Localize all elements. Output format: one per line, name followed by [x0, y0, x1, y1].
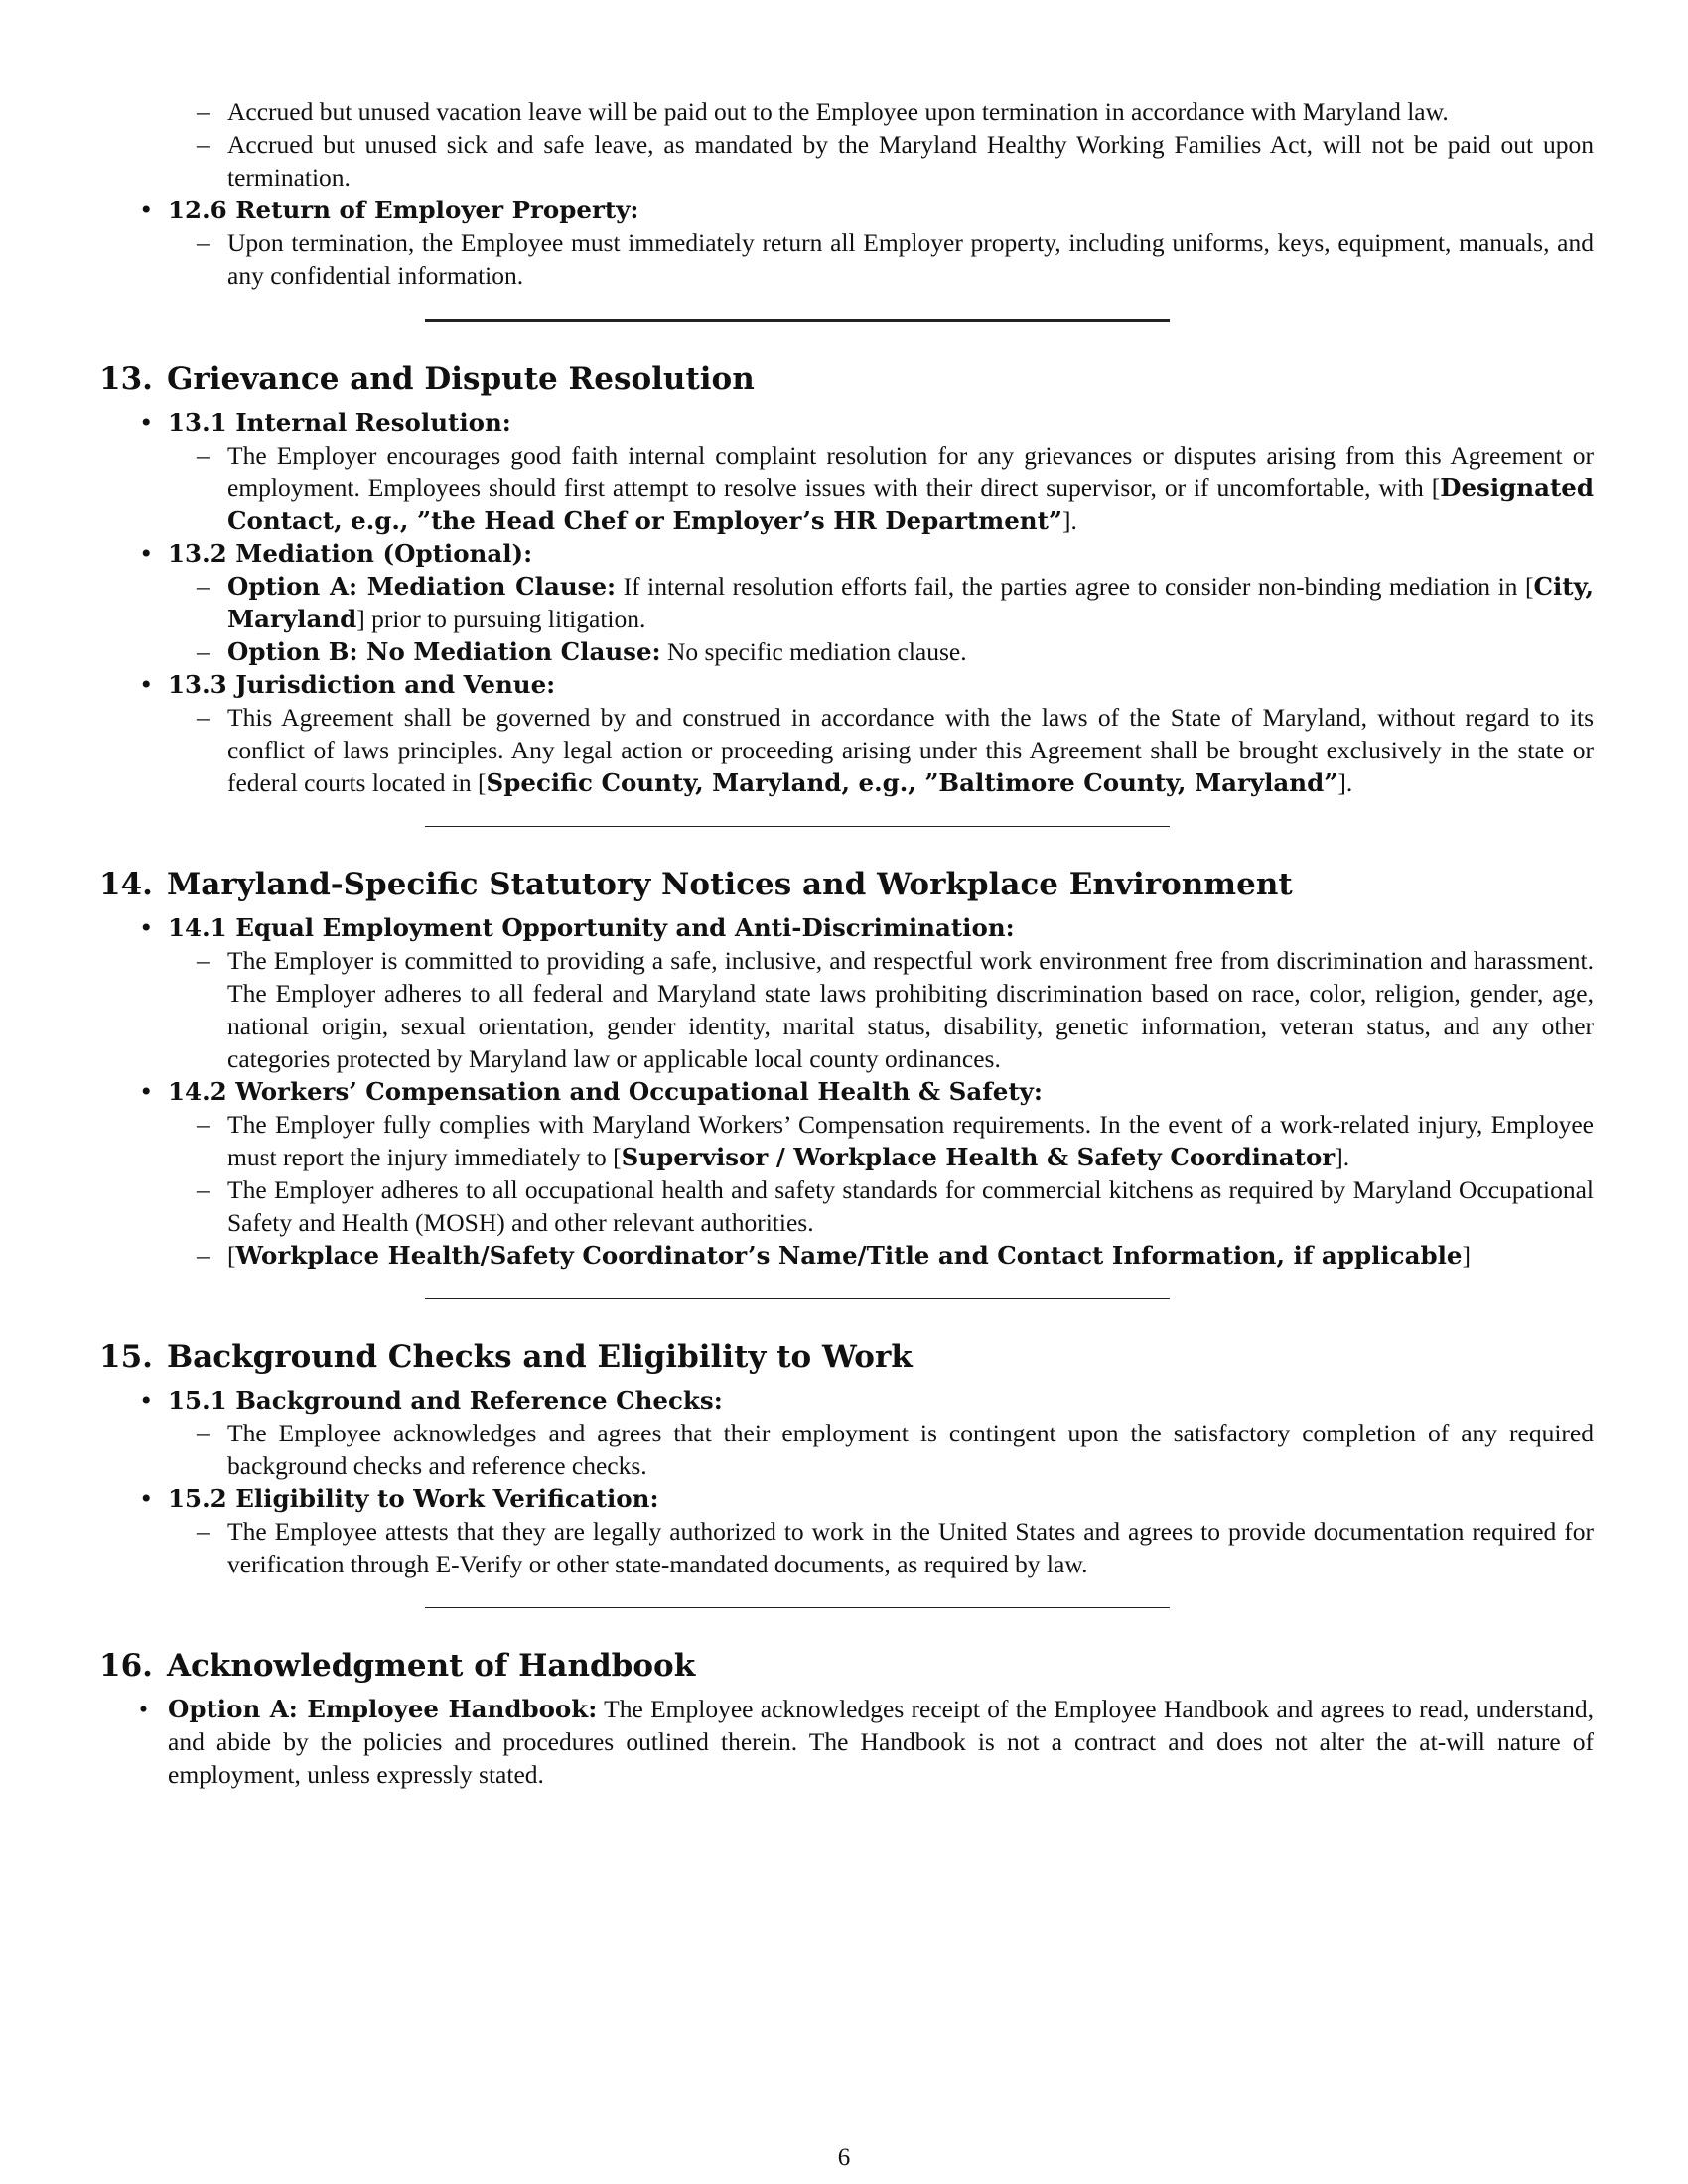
list-item: – Accrued but unused sick and safe leave, as mandated by the Maryland Healthy Working Families Act, will not be paid out upon termination.: [197, 130, 1594, 192]
section-heading-16: 16. Acknowledgment of Handbook: [99, 1648, 696, 1684]
subsection-heading: • 13.3 Jurisdiction and Venue:: [139, 670, 556, 699]
section-heading-15: 15. Background Checks and Eligibility to Work: [99, 1339, 913, 1375]
section-divider: [425, 826, 1170, 827]
subsection-heading: • 15.2 Eligibility to Work Verification:: [139, 1484, 659, 1513]
list-item: – Option B: No Mediation Clause: No specific mediation clause.: [197, 637, 967, 666]
list-item: – [Workplace Health/Safety Coordinator’s Name/Title and Contact Information, if applicable]: [197, 1241, 1472, 1270]
list-item: – The Employer encourages good faith internal complaint resolution for any grievances or disputes arising from this Agreement or employment. Employees should first attempt to resolve issues with their direct supervisor, or if uncomfortable, with [Designated Contact, e.g., ”the Head Chef or Employer’s HR Department”].: [197, 441, 1594, 535]
list-item: – Option A: Mediation Clause: If internal resolution efforts fail, the parties agree to consider non-binding mediation in [City, Maryland] prior to pursuing litigation.: [197, 572, 1594, 633]
section-heading-14: 14. Maryland-Specific Statutory Notices and Workplace Environment: [99, 867, 1293, 902]
list-item: – The Employee attests that they are legally authorized to work in the United States and agrees to provide documentation required for verification through E-Verify or other state-mandated documents, as required by law.: [197, 1517, 1594, 1578]
page-number: 6: [837, 2144, 851, 2171]
list-item: – The Employer adheres to all occupational health and safety standards for commercial kitchens as required by Maryland Occupational Safety and Health (MOSH) and other relevant authorities.: [197, 1175, 1594, 1237]
list-item: – Accrued but unused vacation leave will be paid out to the Employee upon termination in accordance with Maryland law.: [197, 97, 1449, 126]
list-item: – The Employer fully complies with Maryland Workers’ Compensation requirements. In the event of a work-related injury, Employee must report the injury immediately to [Supervisor / Workplace Health & Safety Coordinator].: [197, 1110, 1594, 1171]
list-item: – The Employee acknowledges and agrees that their employment is contingent upon the satisfactory completion of any required background checks and reference checks.: [197, 1419, 1594, 1480]
section-divider: [425, 1607, 1170, 1608]
page-content: [99, 95, 1594, 1791]
subsection-heading: • 12.6 Return of Employer Property:: [139, 196, 639, 224]
section-divider: [425, 1298, 1170, 1299]
sick-leave-text: Accrued but unused sick and safe leave, as mandated by the Maryland Healthy Working Families Act, will not be paid out upon termination.: [227, 130, 1594, 192]
list-item: • Option A: Employee Handbook: The Employee acknowledges receipt of the Employee Handbook and agrees to read, understand, and abide by the policies and procedures outlined therein. The Handbook is not a contract and does not alter the at-will nature of employment, unless expressly stated.: [139, 1695, 1594, 1789]
section-divider: [425, 319, 1170, 322]
return-property-text: Upon termination, the Employee must immediately return all Employer property, including uniforms, keys, equipment, manuals, and any confidential information.: [227, 228, 1594, 290]
list-item: – The Employer is committed to providing a safe, inclusive, and respectful work environment free from discrimination and harassment. The Employer adheres to all federal and Maryland state laws prohibiting discrimination based on race, color, religion, gender, age, national origin, sexual orientation, gender identity, marital status, disability, genetic information, veteran status, and any other categories protected by Maryland law or applicable local county ordinances.: [197, 946, 1594, 1073]
subsection-heading: • 13.2 Mediation (Optional):: [139, 539, 533, 568]
section-heading-13: 13. Grievance and Dispute Resolution: [99, 361, 755, 397]
subsection-heading: • 14.1 Equal Employment Opportunity and Anti-Discrimination:: [139, 913, 1015, 942]
subsection-heading: • 15.1 Background and Reference Checks:: [139, 1386, 723, 1415]
vacation-leave-text: Accrued but unused vacation leave will be paid out to the Employee upon termination in accordance with Maryland law.: [227, 97, 1449, 126]
list-item: – This Agreement shall be governed by and construed in accordance with the laws of the State of Maryland, without regard to its conflict of laws principles. Any legal action or proceeding arising under this Agreement shall be brought exclusively in the state or federal courts located in [Specific County, Maryland, e.g., ”Baltimore County, Maryland”].: [197, 703, 1594, 797]
subsection-heading: • 14.2 Workers’ Compensation and Occupational Health & Safety:: [139, 1077, 1043, 1106]
list-item: – Upon termination, the Employee must immediately return all Employer property, including uniforms, keys, equipment, manuals, and any confidential information.: [197, 228, 1594, 290]
subsection-heading: • 13.1 Internal Resolution:: [139, 408, 511, 437]
